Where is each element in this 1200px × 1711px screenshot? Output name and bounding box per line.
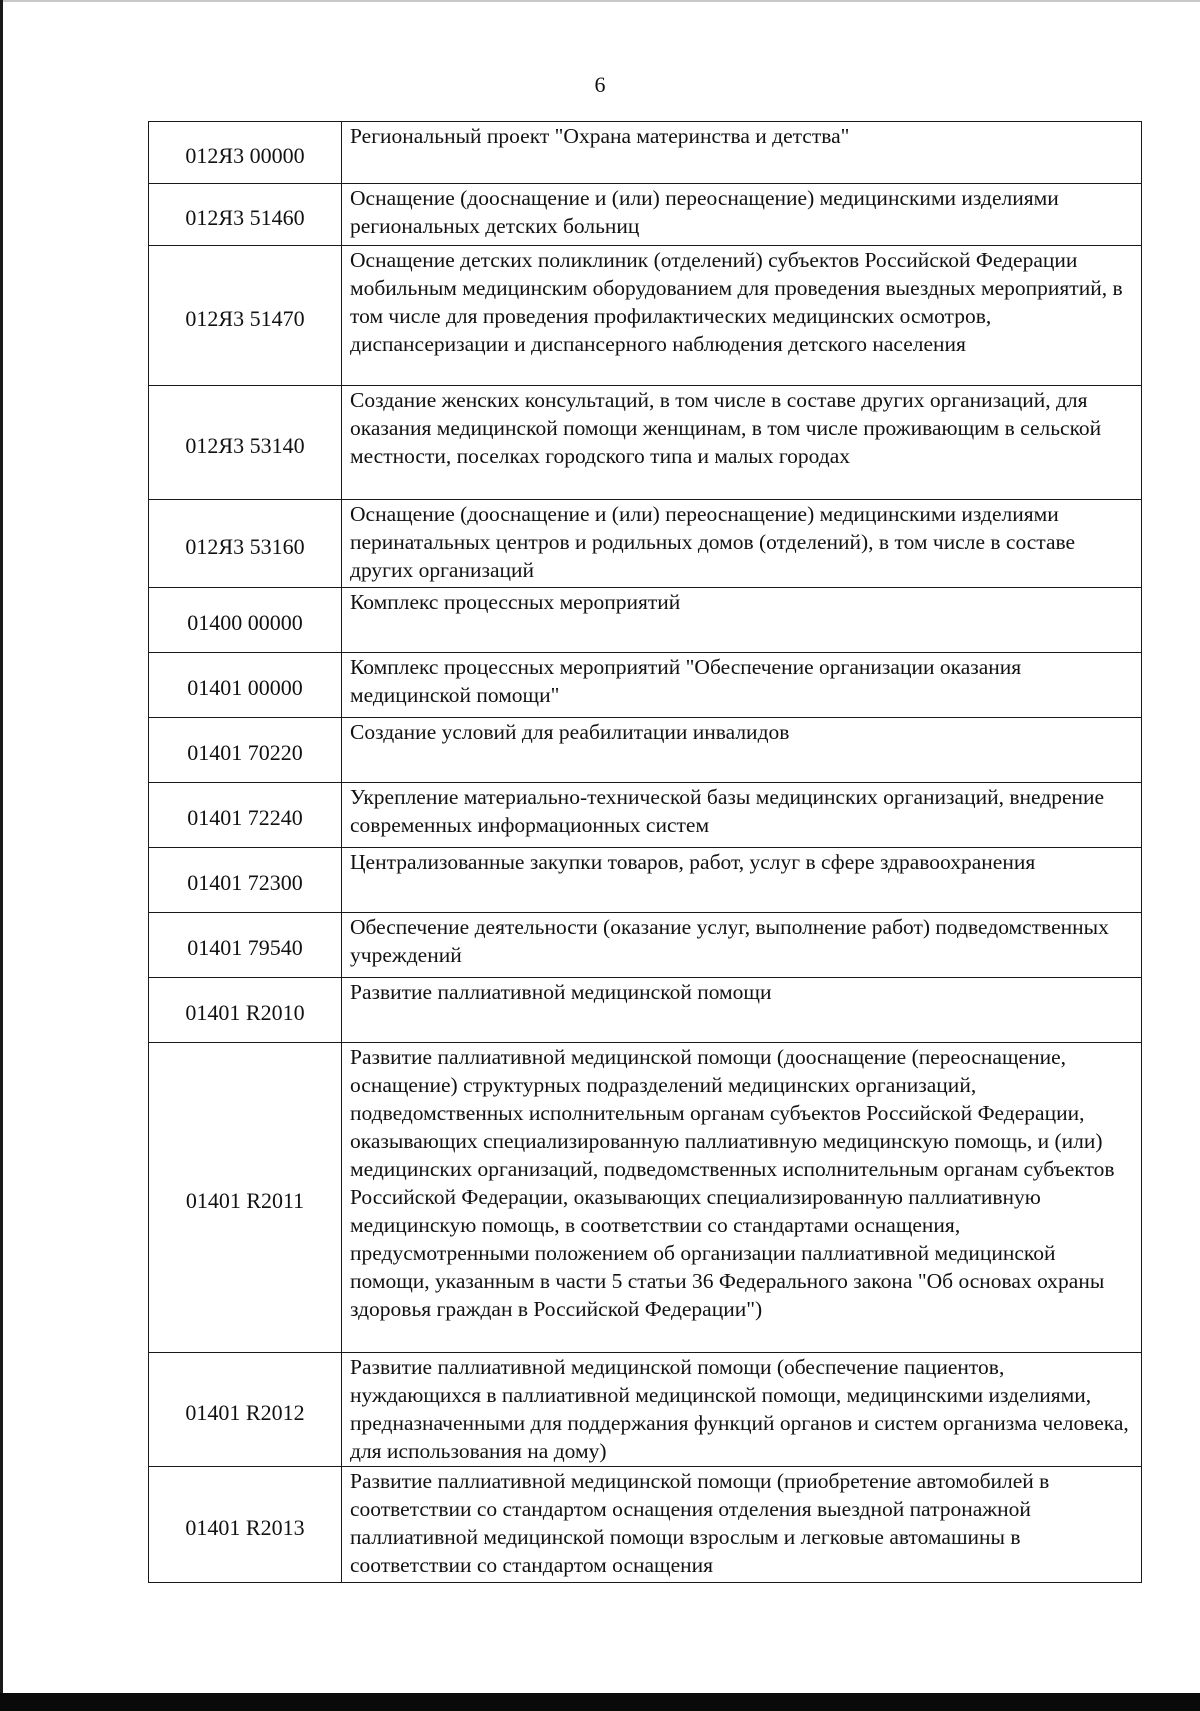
row-code: 01401 00000	[149, 653, 342, 718]
table-row	[149, 848, 1142, 913]
table-row	[149, 1467, 1142, 1583]
row-code: 01400 00000	[149, 588, 342, 653]
row-description: Развитие паллиативной медицинской помощи	[342, 978, 1142, 1043]
page-number: 6	[594, 72, 606, 97]
scan-edge-left	[0, 0, 3, 1711]
row-description: Укрепление материально-технической базы медицинских организаций, внедрение современных информационных систем	[342, 783, 1142, 848]
row-description: Оснащение (дооснащение и (или) переоснащение) медицинскими изделиями региональных детских больниц	[342, 184, 1142, 246]
row-description: Комплекс процессных мероприятий	[342, 588, 1142, 653]
row-code: 01401 72240	[149, 783, 342, 848]
scan-edge-top	[0, 0, 1200, 2]
table-row	[149, 718, 1142, 783]
row-description: Комплекс процессных мероприятий "Обеспечение организации оказания медицинской помощи"	[342, 653, 1142, 718]
row-description: Развитие паллиативной медицинской помощи (приобретение автомобилей в соответствии со стандартом оснащения отделения выездной патронажной паллиативной медицинской помощи взрослым и легковые автомашины в соответствии со стандартом оснащения	[342, 1467, 1142, 1583]
row-code: 01401 70220	[149, 718, 342, 783]
table-row	[149, 184, 1142, 246]
row-code: 012Я3 51470	[149, 246, 342, 386]
row-code: 01401 79540	[149, 913, 342, 978]
table-row	[149, 913, 1142, 978]
table-row	[149, 1353, 1142, 1467]
row-code: 012Я3 53160	[149, 500, 342, 588]
budget-classification-table	[148, 121, 1142, 1583]
table-row	[149, 783, 1142, 848]
row-code: 01401 R2013	[149, 1467, 342, 1583]
row-description: Оснащение детских поликлиник (отделений) субъектов Российской Федерации мобильным медицинским оборудованием для проведения выездных мероприятий, в том числе для проведения профилактических медицинских осмотров, диспансеризации и диспансерного наблюдения детского населения	[342, 246, 1142, 386]
table-row	[149, 978, 1142, 1043]
row-code: 01401 72300	[149, 848, 342, 913]
row-code: 012Я3 00000	[149, 122, 342, 184]
row-description: Обеспечение деятельности (оказание услуг, выполнение работ) подведомственных учреждений	[342, 913, 1142, 978]
table-row	[149, 386, 1142, 500]
row-description: Развитие паллиативной медицинской помощи (дооснащение (переоснащение, оснащение) структурных подразделений медицинских организаций, подведомственных исполнительным органам субъектов Российской Федерации, оказывающих специализированную паллиативную медицинскую помощь, и (или) медицинских организаций, подведомственных исполнительным органам субъектов Российской Федерации, оказывающих специализированную паллиативную медицинскую помощь, в соответствии со стандартами оснащения, предусмотренными положением об организации паллиативной медицинской помощи, указанным в части 5 статьи 36 Федерального закона "Об основах охраны здоровья граждан в Российской Федерации")	[342, 1043, 1142, 1353]
row-description: Региональный проект "Охрана материнства и детства"	[342, 122, 1142, 184]
table-row	[149, 246, 1142, 386]
table-row	[149, 588, 1142, 653]
row-description: Оснащение (дооснащение и (или) переоснащение) медицинскими изделиями перинатальных центров и родильных домов (отделений), в том числе в составе других организаций	[342, 500, 1142, 588]
row-description: Создание условий для реабилитации инвалидов	[342, 718, 1142, 783]
scan-edge-bottom	[0, 1693, 1200, 1711]
row-code: 012Я3 51460	[149, 184, 342, 246]
row-code: 01401 R2011	[149, 1043, 342, 1353]
row-description: Централизованные закупки товаров, работ, услуг в сфере здравоохранения	[342, 848, 1142, 913]
row-description: Создание женских консультаций, в том числе в составе других организаций, для оказания медицинской помощи женщинам, в том числе проживающим в сельской местности, поселках городского типа и малых городах	[342, 386, 1142, 500]
row-code: 01401 R2012	[149, 1353, 342, 1467]
table-row	[149, 122, 1142, 184]
row-code: 01401 R2010	[149, 978, 342, 1043]
row-code: 012Я3 53140	[149, 386, 342, 500]
table-row	[149, 500, 1142, 588]
row-description: Развитие паллиативной медицинской помощи (обеспечение пациентов, нуждающихся в паллиативной медицинской помощи, медицинскими изделиями, предназначенными для поддержания функций органов и систем организма человека, для использования на дому)	[342, 1353, 1142, 1467]
table-row	[149, 653, 1142, 718]
table-row	[149, 1043, 1142, 1353]
